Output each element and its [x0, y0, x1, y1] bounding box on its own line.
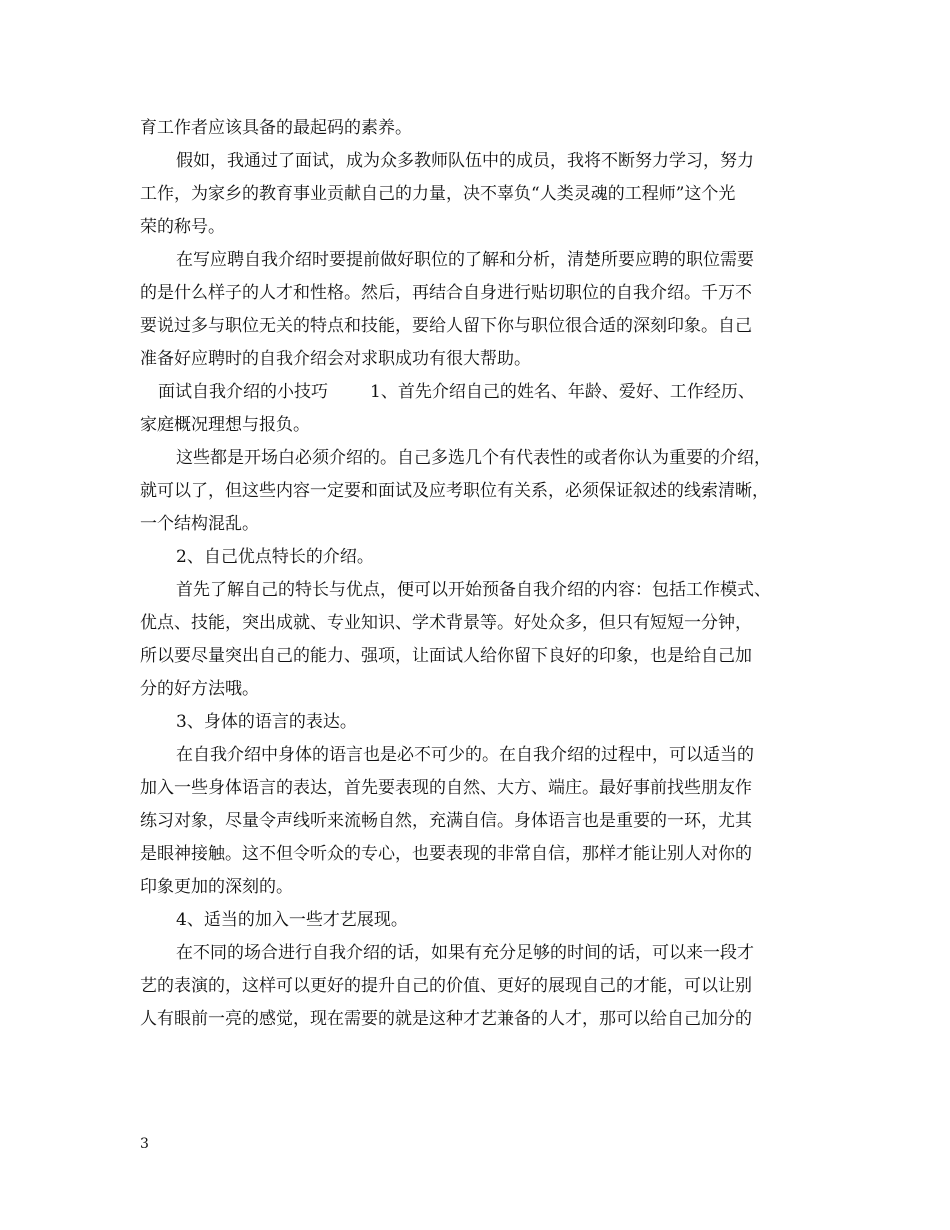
tip-4-title: 4、适当的加入一些才艺展现。 [176, 910, 408, 930]
text-line: 家庭概况理想与报负。 [140, 415, 310, 435]
text-line: 练习对象，尽量令声线听来流畅自然，充满自信。身体语言也是重要的一环，尤其 [140, 811, 752, 831]
text-line: 在写应聘自我介绍时要提前做好职位的了解和分析，清楚所要应聘的职位需要 [176, 250, 754, 270]
text-line: 优点、技能，突出成就、专业知识、学术背景等。好处众多，但只有短短一分钟， [140, 613, 752, 633]
text-line: 工作，为家乡的教育事业贡献自己的力量，决不辜负“人类灵魂的工程师”这个光 [140, 184, 736, 204]
text-line: 一个结构混乱。 [140, 514, 259, 534]
text-line: 艺的表演的，这样可以更好的提升自己的价值、更好的展现自己的才能，可以让别 [140, 976, 752, 996]
tip-1-title: 1、首先介绍自己的姓名、年龄、爱好、工作经历、 [370, 382, 755, 402]
text-line: 要说过多与职位无关的特点和技能，要给人留下你与职位很合适的深刻印象。自己 [140, 316, 752, 336]
text-line: 首先了解自己的特长与优点，便可以开始预备自我介绍的内容：包括工作模式、 [176, 580, 771, 600]
text-line: 分的好方法哦。 [140, 679, 259, 699]
text-line: 这些都是开场白必须介绍的。自己多选几个有代表性的或者你认为重要的介绍， [176, 448, 771, 468]
text-line: 准备好应聘时的自我介绍会对求职成功有很大帮助。 [140, 349, 531, 369]
text-line: 的是什么样子的人才和性格。然后，再结合自身进行贴切职位的自我介绍。千万不 [140, 283, 752, 303]
tips-heading: 面试自我介绍的小技巧 [158, 382, 328, 402]
text-line: 所以要尽量突出自己的能力、强项，让面试人给你留下良好的印象，也是给自己加 [140, 646, 752, 666]
text-line: 假如，我通过了面试，成为众多教师队伍中的成员，我将不断努力学习，努力 [176, 151, 754, 171]
tip-3-title: 3、身体的语言的表达。 [176, 712, 357, 732]
text-line: 育工作者应该具备的最起码的素养。 [140, 118, 412, 138]
text-line: 印象更加的深刻的。 [140, 877, 293, 897]
tips-heading-line [140, 376, 816, 409]
text-line: 在自我介绍中身体的语言也是必不可少的。在自我介绍的过程中，可以适当的 [176, 745, 754, 765]
text-line: 就可以了，但这些内容一定要和面试及应考职位有关系，必须保证叙述的线索清晰， [140, 481, 769, 501]
text-line: 荣的称号。 [140, 217, 225, 237]
text-line: 加入一些身体语言的表达，首先要表现的自然、大方、端庄。最好事前找些朋友作 [140, 778, 752, 798]
text-line: 在不同的场合进行自我介绍的话，如果有充分足够的时间的话，可以来一段才 [176, 943, 754, 963]
page-number: 3 [140, 1136, 149, 1152]
text-line: 是眼神接触。这不但令听众的专心，也要表现的非常自信，那样才能让别人对你的 [140, 844, 752, 864]
tip-2-title: 2、自己优点特长的介绍。 [176, 547, 374, 567]
text-line: 人有眼前一亮的感觉，现在需要的就是这种才艺兼备的人才，那可以给自己加分的 [140, 1009, 752, 1029]
body-text [140, 112, 816, 1036]
